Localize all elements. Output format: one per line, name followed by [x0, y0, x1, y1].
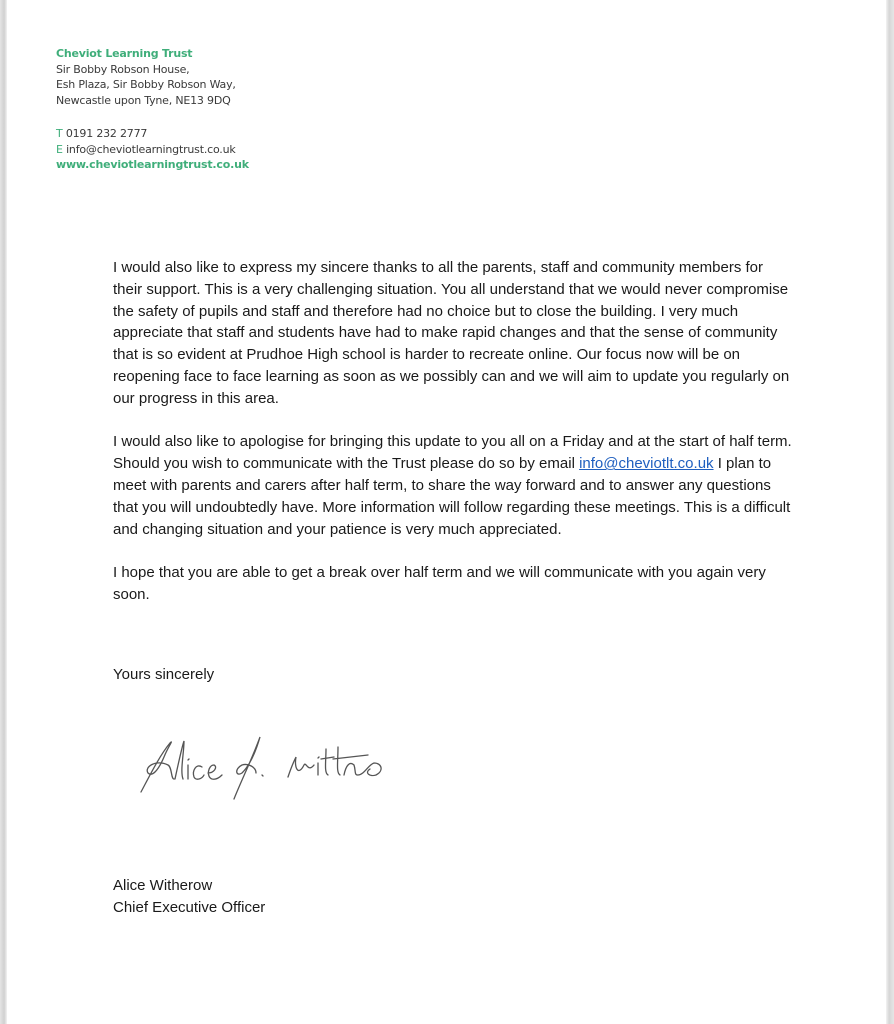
address-line: Newcastle upon Tyne, NE13 9DQ: [56, 93, 231, 107]
phone-label: T: [56, 127, 63, 140]
page-edge-right: [886, 0, 894, 1024]
address-line: Sir Bobby Robson House,: [56, 62, 190, 76]
website-link[interactable]: www.cheviotlearningtrust.co.uk: [56, 158, 249, 171]
email-label: E: [56, 142, 63, 156]
signature-icon: [138, 735, 413, 800]
paragraph-apology: [113, 431, 793, 540]
paragraph-thanks: I would also like to express my sincere thanks to all the parents, staff and community members for their support. This is a very challenging situation. You all understand that we would never compromise the safety of pupils and staff and therefore had no choice but to close the building. I very much appreciate that staff and students have had to make rapid changes and that the sense of community that is so evident at Prudhoe High school is harder to recreate online. Our focus now will be on reopening face to face learning as soon as we possibly can and we will aim to update you regularly on our progress in this area.: [113, 259, 790, 407]
email-link[interactable]: info@cheviotlt.co.uk: [579, 455, 714, 473]
address-line: Esh Plaza, Sir Bobby Robson Way,: [56, 78, 236, 91]
valediction: Yours sincerely: [113, 666, 215, 683]
phone-line: [56, 126, 249, 142]
paragraph-apology-text: I would also like to apologise for bringing this update to you all on a Friday and at the start of half term. Should you wish to communicate with the Trust please do so by email: [113, 433, 792, 473]
signatory: [113, 875, 265, 919]
paragraph-closing: I hope that you are able to get a break over half term and we will communicate with you again very soon.: [113, 564, 766, 603]
organisation-name: Cheviot Learning Trust: [56, 47, 193, 60]
email-address: info@cheviotlearningtrust.co.uk: [66, 142, 236, 156]
page-edge-left: [0, 0, 7, 1024]
letterhead: [56, 46, 249, 173]
signatory-name: Alice Witherow: [113, 877, 213, 894]
letter-body: [113, 257, 793, 628]
signatory-title: Chief Executive Officer: [113, 899, 266, 916]
paragraph-apology-text-cont: I plan to meet with parents and carers after half term, to share the way forward and to answer any questions that you will undoubtedly have. More information will follow regarding these meetings. This is a difficult and changing situation and your patience is very much appreciated.: [113, 455, 791, 538]
email-line: [56, 142, 249, 158]
phone-number: 0191 232 2777: [65, 127, 148, 140]
